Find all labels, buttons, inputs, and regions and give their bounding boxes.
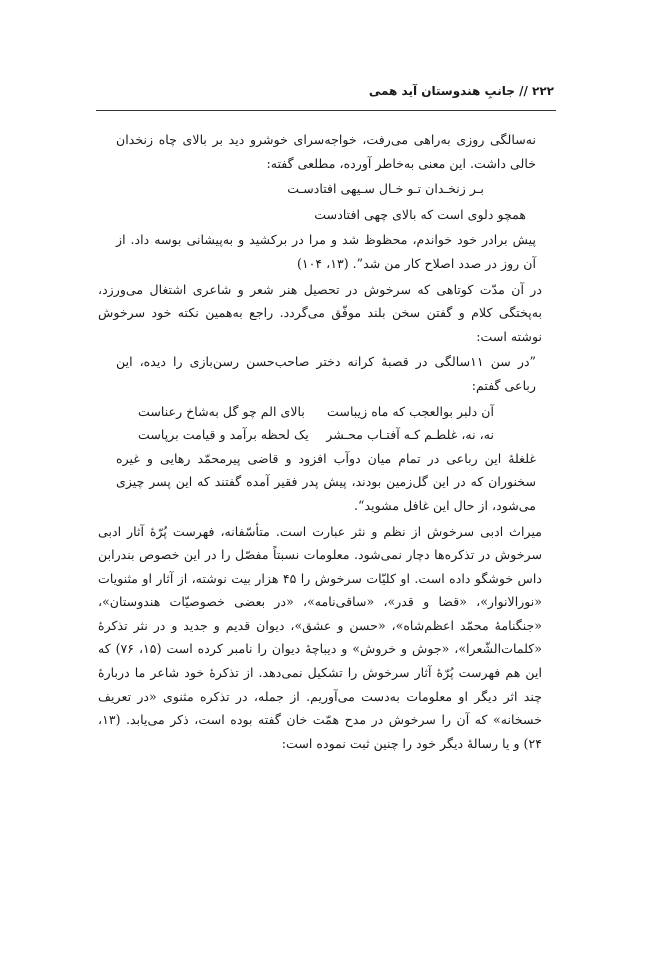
verse-line: همچو دلوی است که بالای چهی افتادست	[314, 206, 526, 222]
verse-couplet	[98, 400, 554, 424]
running-title: جانبِ هندوستان آید همی	[368, 84, 515, 98]
paragraph: میراث ادبی سرخوش از نظم و نثر عبارت است. متأسّفانه، فهرست پُرّۀ آثار ادبی سرخوش در تذکره‌ها دچار نمی‌شود. معلومات نسبتاً مفصّل را در این خصوص بندرابن داس خوشگو داده است. او کلیّات سرخوش را ۴۵ هزار بیت نوشته، از آثار او مثنویات «نورالانوار»، «قضا و قدر»، «ساقی‌نامه»، «در بعضی خصوصیّات هندوستان»، «جنگنامۀ محمّد اعظم‌شاه»، «حسن و عشق»، دیوان قدیم و جدید و در نثر تذکرۀ «کلمات‌الشّعرا»، «جوش و خروش» و دیباچۀ دیوان را نامبر کرده است (۱۵، ۷۶) که این هم فهرست پُرّۀ آثار سرخوش را تشکیل نمی‌دهد. از تذکرۀ خود شاعر ما دربارۀ چند اثر دیگر او معلومات به‌دست می‌آوریم. از جمله، در تذکره مثنوی «در تعریف خسخانه» که آن را سرخوش در مدح همّت خان گفته بوده است، ذکر می‌یابد. (۱۳، ۲۴) و یا رسالۀ دیگر خود را چنین ثبت نموده است:	[98, 523, 543, 751]
paragraph: در آن مدّت کوتاهی که سرخوش در تحصیل هنر شعر و شاعری اشتغال می‌ورزد، به‌پختگی کلام و گفتن سخن بلند موفّق می‌گردد. راجع به‌همین نکته خود سرخوش نوشته است:	[98, 281, 542, 344]
verse-hemistich: نه، نه، غلطـم کـه آفتـاب محـشر	[326, 427, 494, 443]
running-header	[98, 84, 554, 98]
paragraph: نه‌سالگی روزی به‌راهی می‌رفت، خواجه‌سرای خوشرو دید بر بالای چاه زنخدان خالی داشت. این معنی به‌خاطر آورده، مطلعی گفته:	[116, 132, 536, 171]
page-body	[98, 128, 554, 757]
paragraph: پیش برادر خود خواندم، محظوظ شد و مرا در برکشید و به‌پیشانی بوسه داد. از آن روز در صدد اصلاح کار من شد”. (۱۳، ۱۰۴)	[116, 232, 536, 271]
header-separator: //	[519, 84, 528, 98]
verse-hemistich: بالای الم چو گل به‌شاخ رعناست	[138, 403, 305, 419]
verse-line: بـر زنخـدان تـو خـال سـیهی افتادسـت	[287, 181, 484, 197]
verse-hemistich: یک لحظه برآمد و قیامت برپاست	[138, 427, 309, 443]
paragraph: ”در سن ۱۱سالگی در قصبۀ کرانه دختر صاحب‌حسن رسن‌بازی را دیده، این رباعی گفتم:	[116, 354, 536, 393]
page-number: ۲۲۲	[532, 84, 554, 98]
header-rule	[96, 110, 556, 111]
verse-hemistich: آن دلبر بوالعجب که ماه زیباست	[327, 403, 494, 419]
verse-couplet	[98, 423, 554, 447]
paragraph: غلغلۀ این رباعی در تمام میان دوآب افزود و قاضی پیرمحمّد رهایی و غیره سخنوران که در این گل‌زمین بودند، پیش پدر فقیر آمده گفتند که این پسر چیزی می‌شود، از حال این غافل مشوید“.	[116, 450, 536, 513]
